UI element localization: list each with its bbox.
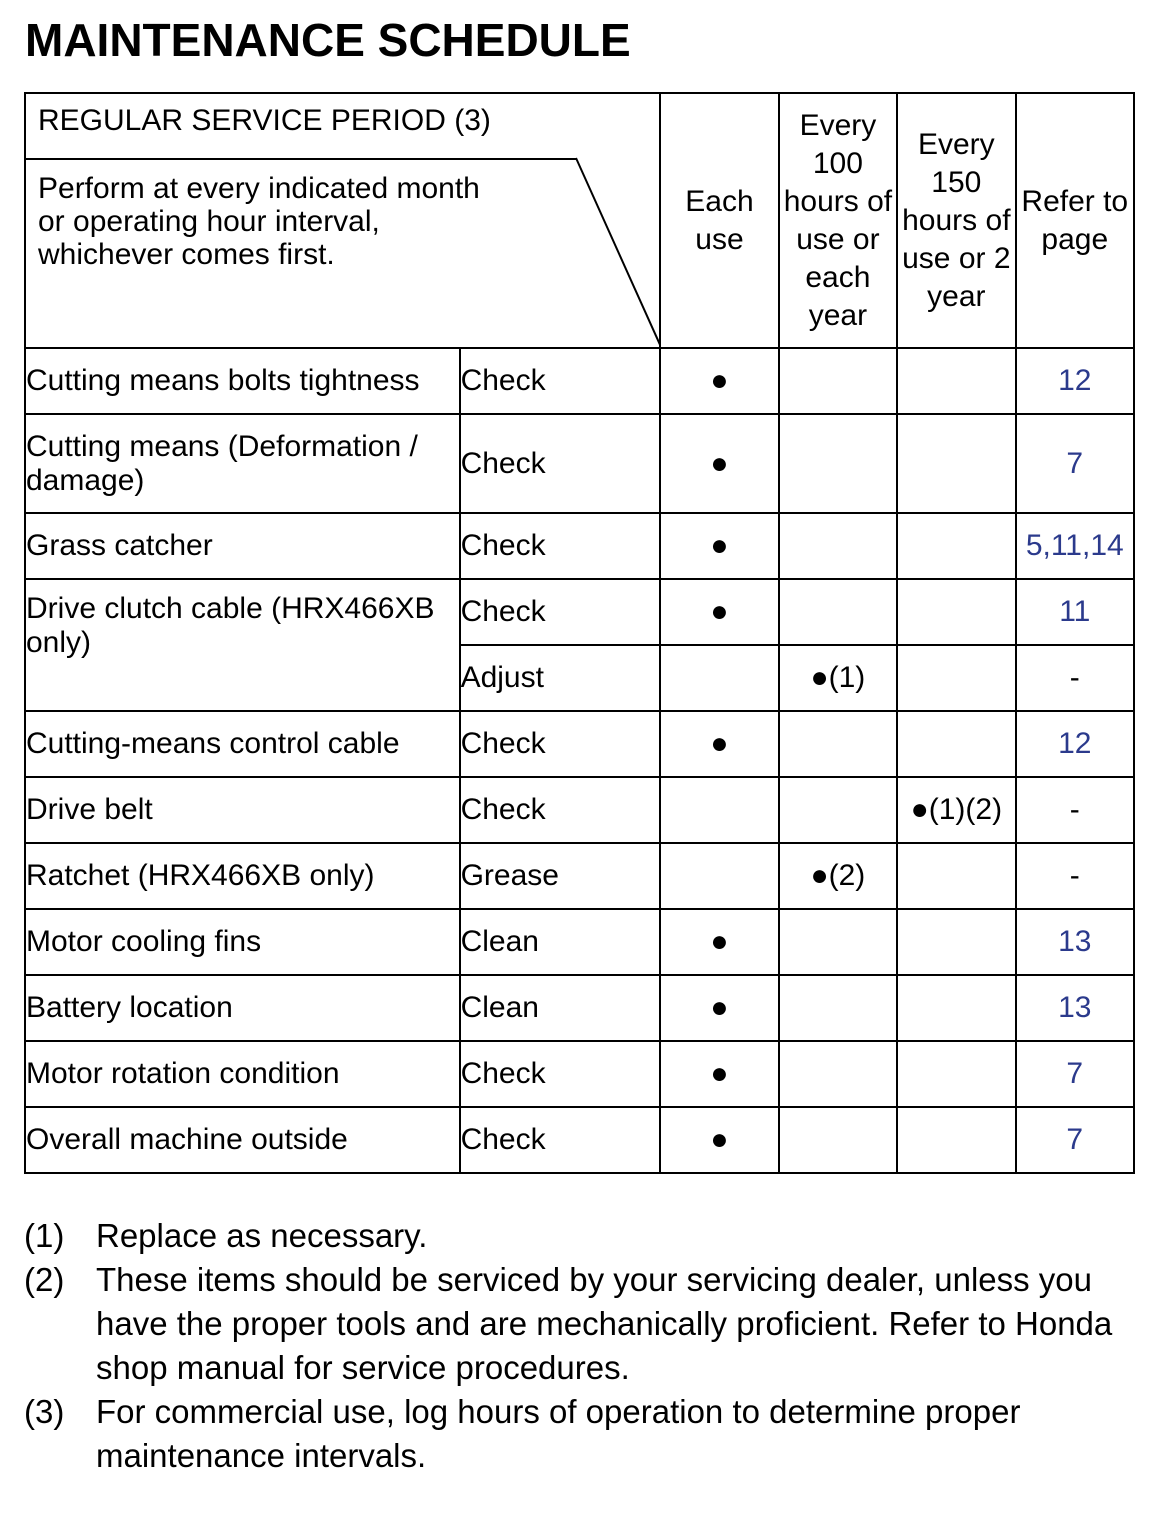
- row-each-use: ●: [660, 975, 778, 1041]
- row-150-hours: [897, 348, 1015, 414]
- row-item: Ratchet (HRX466XB only): [25, 843, 460, 909]
- row-150-hours: [897, 414, 1015, 513]
- row-100-hours: [779, 1041, 897, 1107]
- row-action: Check: [460, 1107, 661, 1173]
- diagonal-divider: [26, 94, 661, 347]
- table-row: [25, 1107, 1134, 1173]
- table-header-row: [25, 93, 1134, 348]
- table-row: [25, 414, 1134, 513]
- row-150-hours: [897, 513, 1015, 579]
- row-100-hours: [779, 975, 897, 1041]
- row-refer-page: -: [1016, 777, 1134, 843]
- row-action: Check: [460, 348, 661, 414]
- row-150-hours: ●(1)(2): [897, 777, 1015, 843]
- row-100-hours: [779, 513, 897, 579]
- footnote: [24, 1258, 1134, 1390]
- table-row: [25, 843, 1134, 909]
- row-action: Adjust: [460, 645, 661, 711]
- row-each-use: [660, 777, 778, 843]
- row-150-hours: [897, 909, 1015, 975]
- table-row: [25, 579, 1134, 645]
- col-header-refer-page: Refer to page: [1016, 93, 1134, 348]
- row-150-hours: [897, 1041, 1015, 1107]
- row-each-use: ●: [660, 348, 778, 414]
- footnote-number: (1): [24, 1217, 65, 1254]
- row-action: Check: [460, 777, 661, 843]
- footnote-number: (2): [24, 1261, 65, 1298]
- footnote-text: For commercial use, log hours of operation to determine proper maintenance intervals.: [96, 1393, 1021, 1474]
- row-action: Clean: [460, 909, 661, 975]
- row-150-hours: [897, 711, 1015, 777]
- table-row: [25, 711, 1134, 777]
- maintenance-schedule-table: [24, 92, 1135, 1174]
- row-each-use: [660, 645, 778, 711]
- table-row: [25, 975, 1134, 1041]
- row-refer-page[interactable]: 7: [1016, 1107, 1134, 1173]
- row-action: Check: [460, 1041, 661, 1107]
- row-refer-page: -: [1016, 645, 1134, 711]
- footnote: [24, 1214, 1134, 1258]
- col-header-each-use: Each use: [660, 93, 778, 348]
- row-refer-page[interactable]: 13: [1016, 975, 1134, 1041]
- row-action: Grease: [460, 843, 661, 909]
- row-item: Grass catcher: [25, 513, 460, 579]
- row-item: Cutting means bolts tightness: [25, 348, 460, 414]
- row-item: Drive clutch cable (HRX466XB only): [25, 579, 460, 711]
- service-period-header: [25, 93, 660, 348]
- row-100-hours: [779, 579, 897, 645]
- table-row: [25, 348, 1134, 414]
- row-refer-page[interactable]: 12: [1016, 348, 1134, 414]
- service-period-label: REGULAR SERVICE PERIOD (3): [38, 104, 491, 137]
- row-100-hours: [779, 414, 897, 513]
- row-action: Check: [460, 414, 661, 513]
- row-action: Clean: [460, 975, 661, 1041]
- row-refer-page[interactable]: 13: [1016, 909, 1134, 975]
- footnote: [24, 1390, 1134, 1478]
- row-each-use: ●: [660, 711, 778, 777]
- row-item: Drive belt: [25, 777, 460, 843]
- row-each-use: ●: [660, 579, 778, 645]
- row-item: Overall machine outside: [25, 1107, 460, 1173]
- maintenance-table-container: [24, 92, 1135, 1180]
- row-100-hours: [779, 711, 897, 777]
- row-action: Check: [460, 513, 661, 579]
- row-action: Check: [460, 711, 661, 777]
- row-each-use: ●: [660, 1107, 778, 1173]
- row-refer-page: -: [1016, 843, 1134, 909]
- perform-instruction: Perform at every indicated month or operating hour interval, whichever comes first.: [38, 172, 480, 271]
- row-100-hours: [779, 348, 897, 414]
- footnote-text: Replace as necessary.: [96, 1217, 428, 1254]
- footnotes: [24, 1214, 1134, 1478]
- row-action: Check: [460, 579, 661, 645]
- row-each-use: ●: [660, 909, 778, 975]
- row-refer-page[interactable]: 5,11,14: [1016, 513, 1134, 579]
- row-100-hours: [779, 777, 897, 843]
- row-refer-page[interactable]: 11: [1016, 579, 1134, 645]
- row-100-hours: ●(2): [779, 843, 897, 909]
- row-refer-page[interactable]: 7: [1016, 1041, 1134, 1107]
- row-each-use: ●: [660, 513, 778, 579]
- row-item: Cutting means (Deformation / damage): [25, 414, 460, 513]
- row-100-hours: ●(1): [779, 645, 897, 711]
- row-item: Motor cooling fins: [25, 909, 460, 975]
- row-refer-page[interactable]: 7: [1016, 414, 1134, 513]
- row-each-use: [660, 843, 778, 909]
- row-each-use: ●: [660, 1041, 778, 1107]
- row-item: Battery location: [25, 975, 460, 1041]
- table-row: [25, 1041, 1134, 1107]
- row-item: Cutting-means control cable: [25, 711, 460, 777]
- col-header-150-hours: Every 150 hours of use or 2 year: [897, 93, 1015, 348]
- table-row: [25, 513, 1134, 579]
- row-150-hours: [897, 975, 1015, 1041]
- footnote-text: These items should be serviced by your servicing dealer, unless you have the proper tools and are mechanically proficient. Refer to Honda shop manual for service procedures.: [96, 1261, 1113, 1386]
- row-150-hours: [897, 579, 1015, 645]
- row-refer-page[interactable]: 12: [1016, 711, 1134, 777]
- footnote-number: (3): [24, 1393, 65, 1430]
- row-150-hours: [897, 645, 1015, 711]
- table-row: [25, 777, 1134, 843]
- row-item: Motor rotation condition: [25, 1041, 460, 1107]
- table-row: [25, 909, 1134, 975]
- row-100-hours: [779, 909, 897, 975]
- col-header-100-hours: Every 100 hours of use or each year: [779, 93, 897, 348]
- row-150-hours: [897, 1107, 1015, 1173]
- row-100-hours: [779, 1107, 897, 1173]
- row-150-hours: [897, 843, 1015, 909]
- page-title: MAINTENANCE SCHEDULE: [25, 14, 631, 66]
- row-each-use: ●: [660, 414, 778, 513]
